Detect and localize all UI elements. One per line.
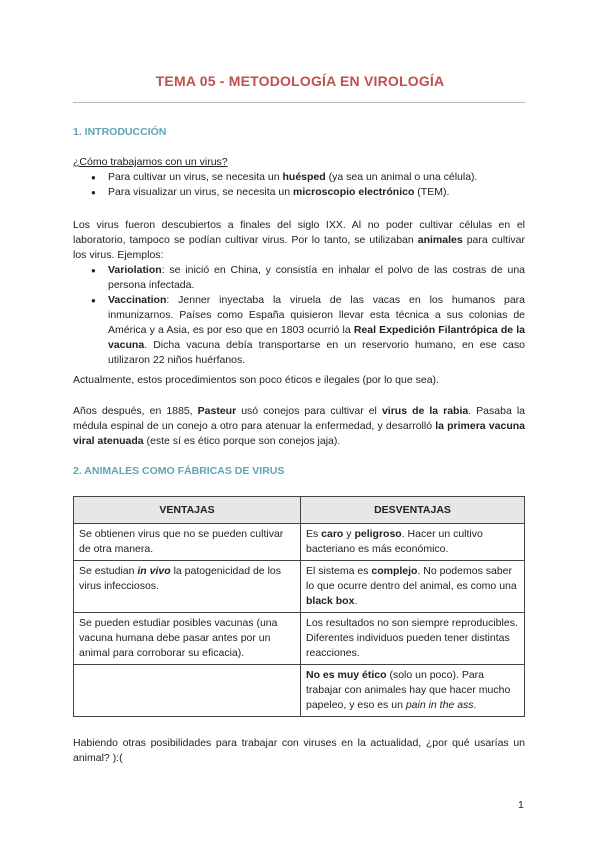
bullet-list-requirements — [73, 170, 525, 200]
table-row — [74, 524, 525, 561]
list-item: ● Para visualizar un virus, se necesita un microscopio electrónico (TEM). — [73, 185, 525, 200]
history-paragraph: Los virus fueron descubiertos a finales del siglo IXX. Al no poder cultivar células en el laboratorio, tampoco se podían cultivar virus. Por lo tanto, se utilizaban animales para cultivar los virus. Ejemplos: ● Variolation: se inició en China, y consistía en inhalar el polvo de las costras de una persona infectada. ● Vaccination: Jenner inyectaba la viruela de las vacas en los humanos para inmunizarnos. Países como España quisieron llevar esta técnica a sus colonias de América y a Asia, es por eso que en 1803 ocurrió la Real Expedición Filantrópica de la vacuna. Dicha vacuna debía transportarse en un reservorio humano, en ese caso utilizaron 22 niños huérfanos. — [73, 218, 525, 368]
table-cell-empty — [74, 665, 301, 717]
table-row — [74, 613, 525, 665]
list-item: ● Para cultivar un virus, se necesita un huésped (ya sea un animal o una célula). — [73, 170, 525, 185]
question-text: ¿Cómo trabajamos con un virus? — [73, 156, 228, 168]
section-heading-animales: 2. ANIMALES COMO FÁBRICAS DE VIRUS — [73, 465, 285, 477]
list-item: ● Variolation: se inició en China, y consistía en inhalar el polvo de las costras de una persona infectada. — [73, 263, 525, 293]
table-cell: No es muy ético (solo un poco). Para trabajar con animales hay que hacer mucho papeleo, y eso es un pain in the ass. — [301, 665, 525, 717]
table-cell: Es caro y peligroso. Hacer un cultivo bacteriano es más económico. — [301, 524, 525, 561]
table-cell: Se obtienen virus que no se pueden cultivar de otra manera. — [74, 524, 301, 561]
list-item: ● Vaccination: Jenner inyectaba la viruela de las vacas en los humanos para inmunizarnos. Países como España quisieron llevar esta técnica a sus colonias de América y a Asia, es por eso que en 1803 ocurrió la Real Expedición Filantrópica de la vacuna. Dicha vacuna debía transportarse en un reservorio humano, en ese caso utilizaron 22 niños huérfanos. — [73, 293, 525, 368]
pros-cons-table — [73, 496, 525, 717]
table-cell: El sistema es complejo. No podemos saber lo que ocurre dentro del animal, es como una black box. — [301, 561, 525, 613]
table-cell: Los resultados no son siempre reproducibles. Diferentes individuos pueden tener distintas reacciones. — [301, 613, 525, 665]
page-title: TEMA 05 - METODOLOGÍA EN VIROLOGÍA — [155, 73, 445, 89]
intro-block — [73, 155, 525, 200]
pasteur-paragraph: Años después, en 1885, Pasteur usó conejos para cultivar el virus de la rabia. Pasaba la médula espinal de un conejo a otro para atenuar la enfermedad, y desarrolló la primera vacuna viral atenuada (este sí es ético porque son conejos jaja). — [73, 405, 525, 447]
ethics-paragraph: Actualmente, estos procedimientos son poco éticos e ilegales (por lo que sea). — [73, 374, 439, 386]
table-cell: Se estudian in vivo la patogenicidad de los virus infecciosos. — [74, 561, 301, 613]
table-row — [74, 561, 525, 613]
table-header-row — [74, 497, 525, 524]
table-row — [74, 665, 525, 717]
table-cell: Se pueden estudiar posibles vacunas (una vacuna humana debe pasar antes por un animal para corroborar su eficacia). — [74, 613, 301, 665]
bullet-list-examples — [73, 263, 525, 368]
section-heading-introduccion: 1. INTRODUCCIÓN — [73, 126, 167, 138]
column-header-desventajas: DESVENTAJAS — [301, 497, 525, 524]
column-header-ventajas: VENTAJAS — [74, 497, 301, 524]
closing-paragraph: Habiendo otras posibilidades para trabajar con viruses en la actualidad, ¿por qué usarías un animal? ):( — [73, 737, 525, 764]
page-number: 1 — [518, 799, 524, 811]
title-divider — [73, 102, 525, 103]
